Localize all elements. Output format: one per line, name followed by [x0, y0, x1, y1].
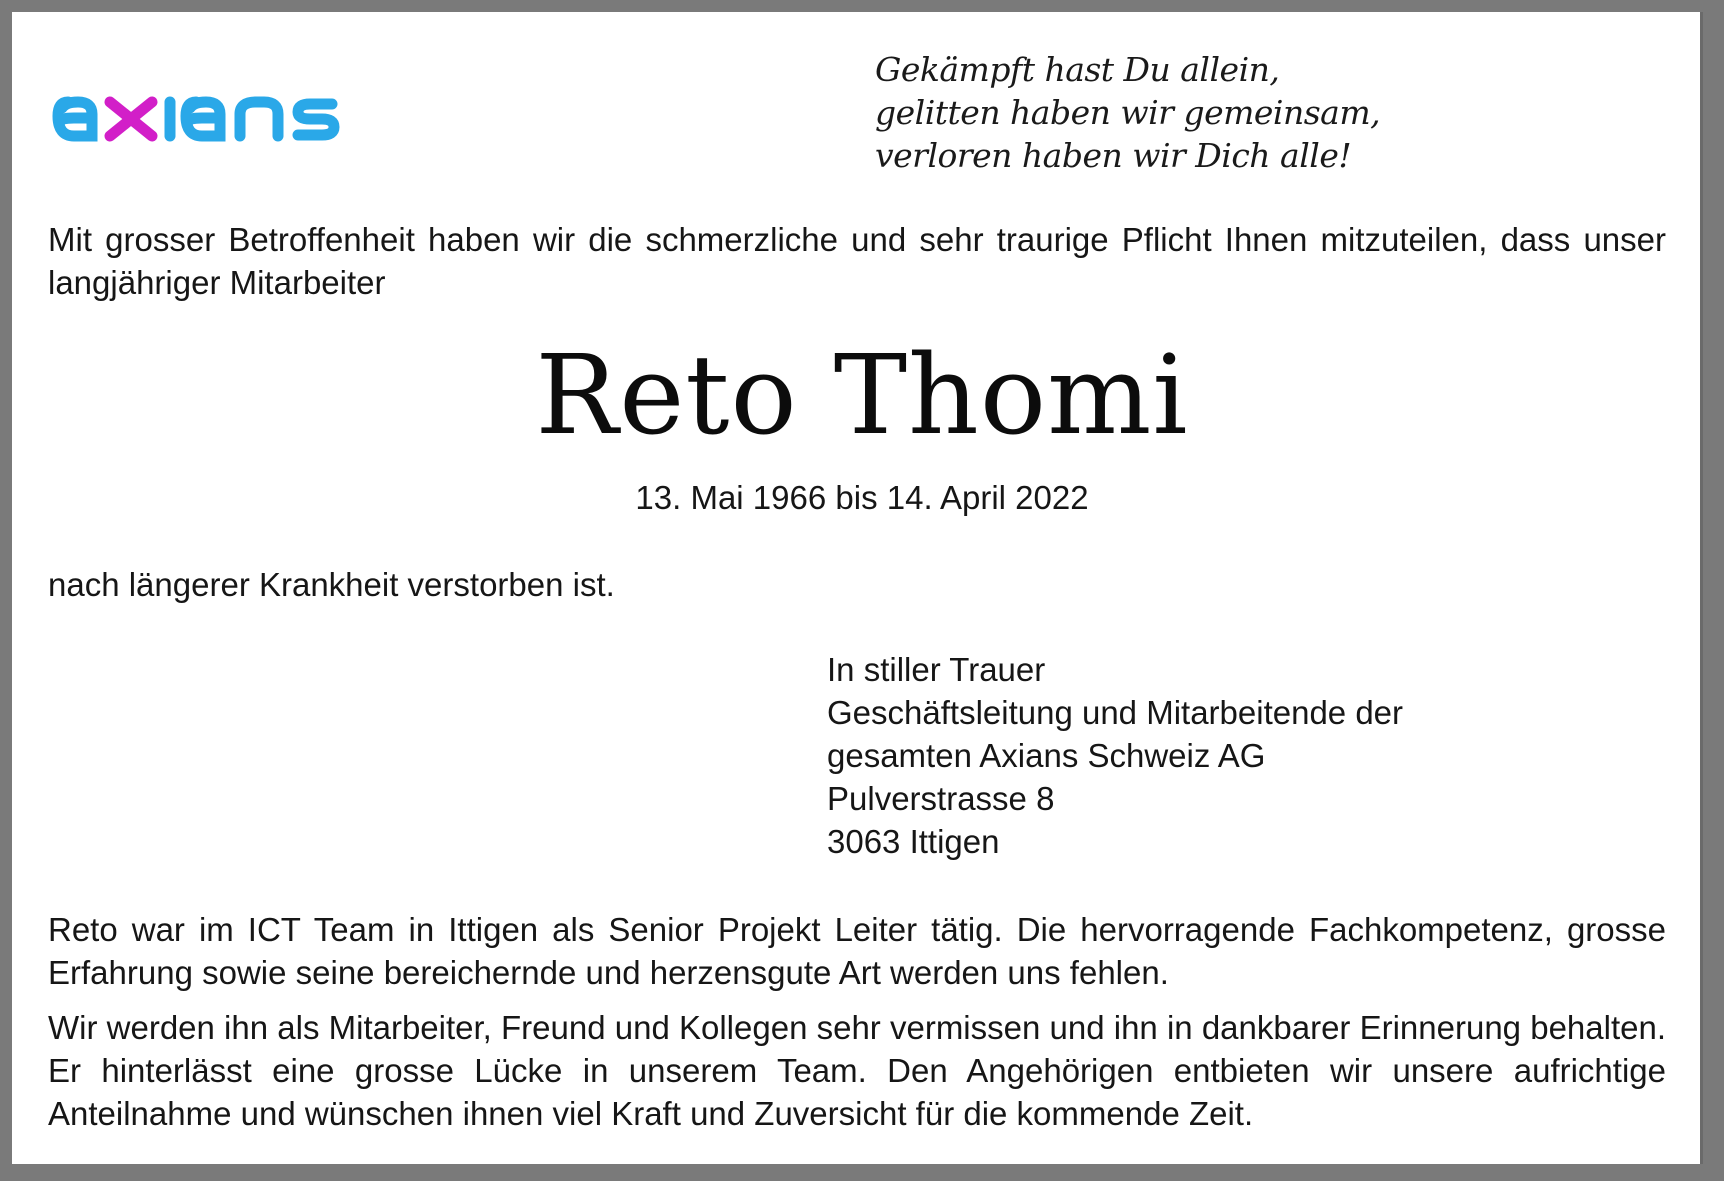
deceased-name: Reto Thomi	[535, 331, 1189, 459]
signature-line: gesamten Axians Schweiz AG	[827, 737, 1266, 774]
signature-line: Geschäftsleitung und Mitarbeitende der	[827, 694, 1404, 731]
life-dates: 13. Mai 1966 bis 14. April 2022	[635, 479, 1089, 516]
poem-line: verloren haben wir Dich alle!	[875, 136, 1352, 175]
condolence-paragraph: Wir werden ihn als Mitarbeiter, Freund und Kollegen sehr vermissen und ihn in dankbarer Erinnerung behalten. Er hinterlässt eine grosse Lücke in unserem Team. Den Angehörigen entbieten wir unsere aufrichtige Anteilnahme und wünschen ihnen viel Kraft und Zuversicht für die kommende Zeit.	[48, 1009, 1666, 1132]
signature-block	[827, 648, 1403, 863]
document-frame-bottom	[0, 1164, 1724, 1181]
poem-quote	[875, 48, 1380, 177]
axians-logo	[48, 78, 388, 154]
passed-text: nach längerer Krankheit verstorben ist.	[48, 566, 615, 603]
poem-line: Gekämpft hast Du allein,	[875, 50, 1280, 89]
signature-line: 3063 Ittigen	[827, 823, 1000, 860]
intro-text: Mit grosser Betroffenheit haben wir die schmerzliche und sehr traurige Pflicht Ihnen mitzuteilen, dass unser langjähriger Mitarbeiter	[48, 221, 1666, 301]
signature-line: In stiller Trauer	[827, 651, 1046, 688]
document-frame-top	[0, 0, 1724, 12]
poem-line: gelitten haben wir gemeinsam,	[875, 93, 1381, 132]
tribute-paragraph: Reto war im ICT Team in Ittigen als Senior Projekt Leiter tätig. Die hervorragende Fachkompetenz, grosse Erfahrung sowie seine bereichernde und herzensgute Art werden uns fehlen.	[48, 911, 1666, 991]
signature-line: Pulverstrasse 8	[827, 780, 1055, 817]
